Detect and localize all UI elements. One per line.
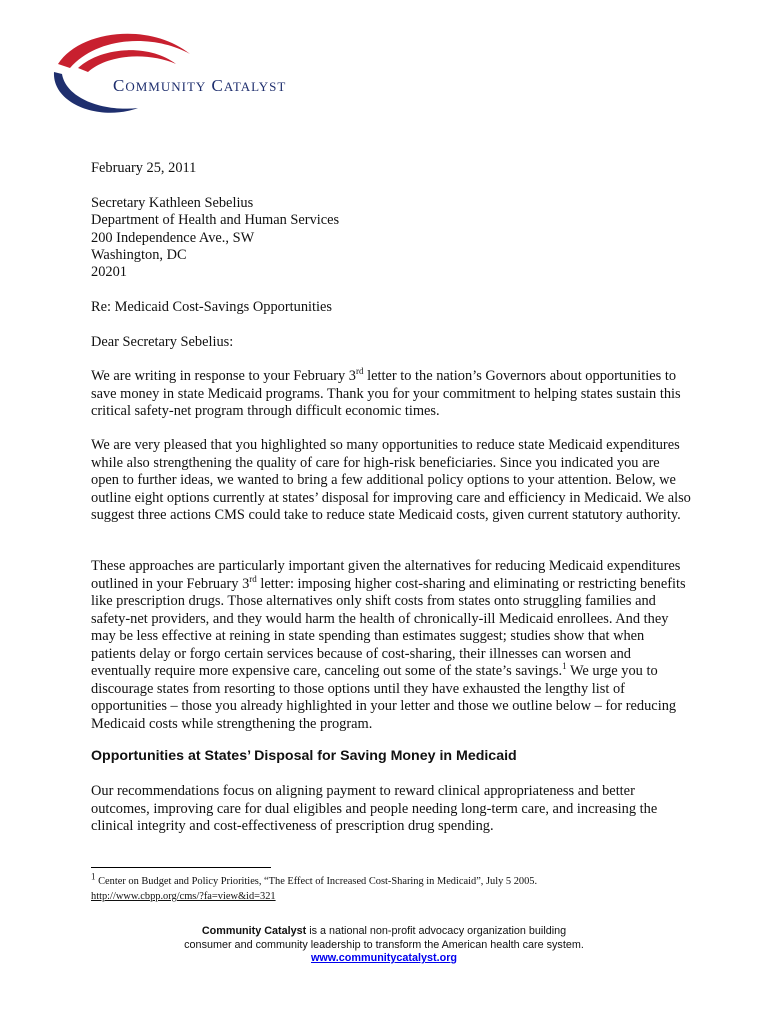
logo-wordmark: COMMUNITY CATALYST (113, 76, 287, 95)
salutation: Dear Secretary Sebelius: (91, 334, 234, 350)
letter-date: February 25, 2011 (91, 160, 197, 176)
address-line: Department of Health and Human Services (91, 212, 340, 228)
footer-line-2: consumer and community leadership to transform the American health care system. (184, 938, 584, 951)
address-line: 20201 (91, 264, 127, 280)
footer-website-link[interactable]: www.communitycatalyst.org (311, 952, 457, 964)
footnote-text: Center on Budget and Policy Priorities, “The Effect of Increased Cost-Sharing in Medicaid”, July 5 2005. (95, 876, 538, 887)
address-line: 200 Independence Ave., SW (91, 230, 255, 246)
page-footer: Community Catalyst is a national non-profit advocacy organization building consumer and community leadership to transform the American health care system. www.communitycatalyst.org (91, 925, 677, 966)
section-heading: Opportunities at States’ Disposal for Saving Money in Medicaid (91, 748, 517, 764)
body-paragraph-3: These approaches are particularly important given the alternatives for reducing Medicaid expenditures outlined in your February 3rd letter: imposing higher cost-sharing and eliminating or restricting benefits like prescription drugs. Those alternatives only shift costs from states onto struggling families and safety-net providers, and they would harm the health of chronically-ill Medicaid enrollees. And they may be less effective at reining in state spending than estimates suggest; studies show that when patients delay or forgo certain services because of cost-sharing, their illnesses can worsen and eventually require more expensive care, canceling out some of the state’s savings.$^1$ We urge you to discourage states from resorting to those options until they have exhausted the lengthy list of opportunities – those you already highlighted in your letter and those we outline below – for reducing Medicaid costs while strengthening the program. (91, 558, 686, 732)
body-paragraph-2: We are very pleased that you highlighted so many opportunities to reduce state Medicaid expenditures while also strengthening the quality of care for high-risk beneficiaries. Since you indicated you are open to further ideas, we wanted to bring a few additional policy options to your attention. Below, we outline eight options currently at states’ disposal for improving care and efficiency in Medicaid. We also suggest three actions CMS could take to reduce state Medicaid costs, given current statutory authority. (91, 437, 691, 523)
footnote-divider (91, 867, 271, 868)
body-paragraph-4: Our recommendations focus on aligning payment to reward clinical appropriateness and better outcomes, improving care for dual eligibles and people needing long-term care, and increasing the clinical integrity and cost-effectiveness of prescription drug spending. (91, 783, 658, 834)
subject-line: Re: Medicaid Cost-Savings Opportunities (91, 299, 333, 315)
address-line: Secretary Kathleen Sebelius (91, 195, 254, 211)
address-line: Washington, DC (91, 247, 187, 263)
community-catalyst-swoosh-logo (50, 24, 312, 120)
footnote (91, 871, 691, 904)
footnote-reference: 1 (562, 661, 567, 672)
logo-red-swoosh-inner (78, 50, 176, 72)
body-paragraph-1: We are writing in response to your February 3rd letter to the nation’s Governors about opportunities to save money in state Medicaid programs. Thank you for your commitment to helping states sustain this critical safety-net program through difficult economic times. (91, 366, 681, 419)
footer-org-name: Community Catalyst (201, 925, 307, 937)
footnote-link[interactable]: http://www.cbpp.org/cms/?fa=view&id=321 (91, 891, 276, 902)
footnote-number: 1 (91, 871, 96, 882)
